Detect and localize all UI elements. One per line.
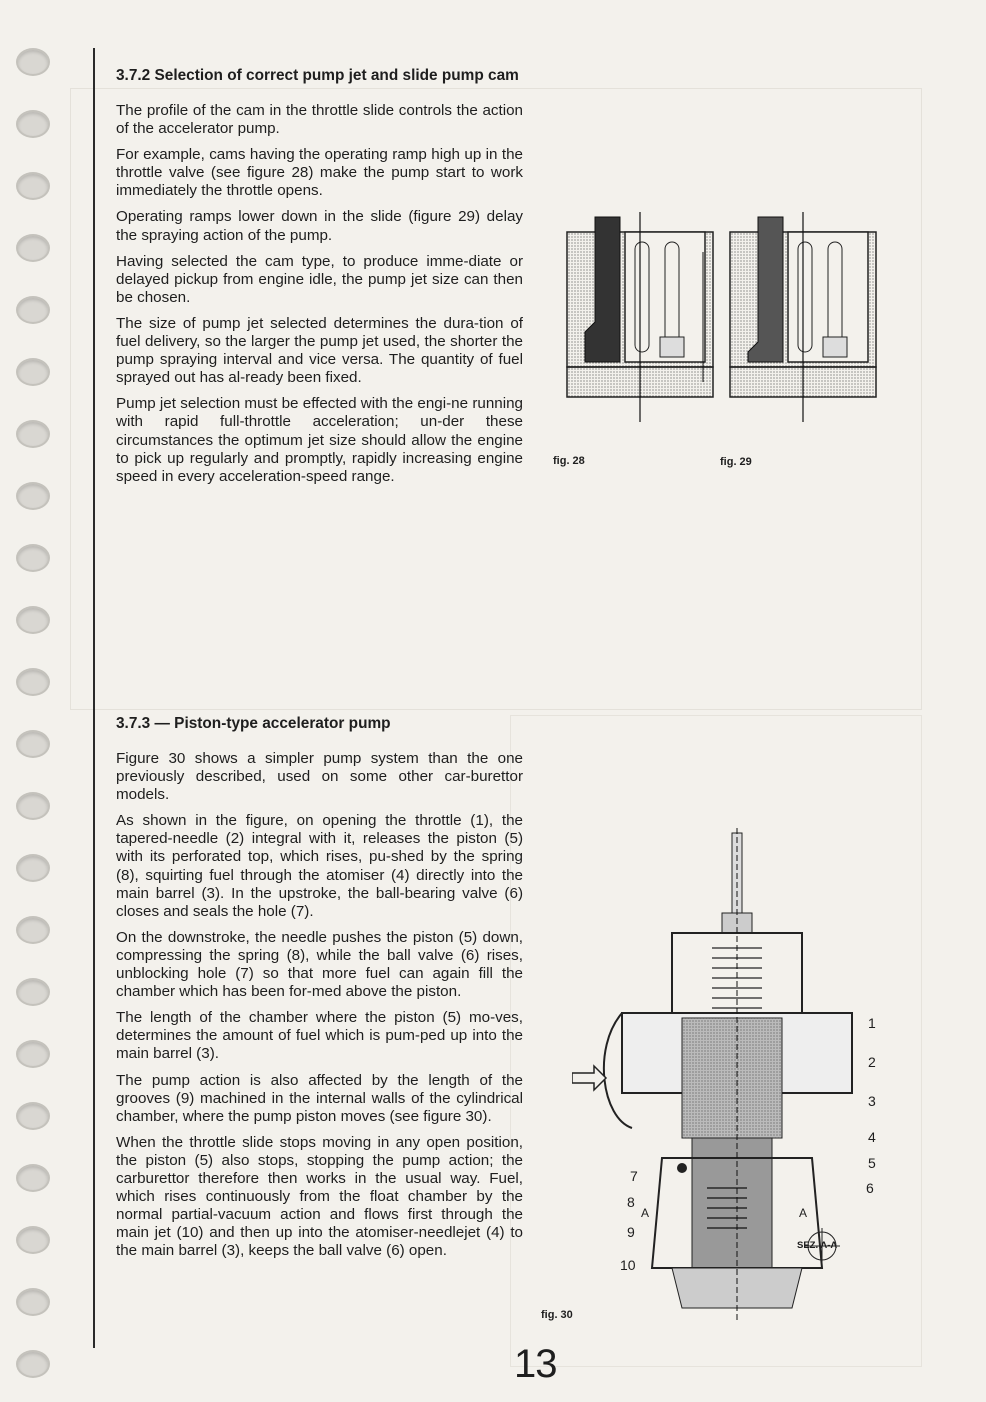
section-heading: 3.7.3 — Piston-type accelerator pump <box>116 715 391 732</box>
binding-hole <box>16 544 50 572</box>
callout-9: 9 <box>627 1224 635 1240</box>
binding-hole <box>16 110 50 138</box>
binding-hole <box>16 234 50 262</box>
binding-hole <box>16 1226 50 1254</box>
binding-hole <box>16 482 50 510</box>
binding-hole <box>16 1040 50 1068</box>
callout-2: 2 <box>868 1054 876 1070</box>
section-label: SEZ. A-A <box>797 1240 838 1251</box>
binding-hole <box>16 172 50 200</box>
binding-hole <box>16 854 50 882</box>
binding-hole <box>16 1350 50 1378</box>
binding-hole <box>16 978 50 1006</box>
callout-3: 3 <box>868 1093 876 1109</box>
paragraph: Figure 30 shows a simpler pump system than the one previously described, used on some other car-burettor models. <box>116 750 523 804</box>
binding-hole <box>16 296 50 324</box>
paragraph: Pump jet selection must be effected with the engi-ne running with rapid full-throttle acceleration; un-der these circumstances the optimum jet size should allow the engine to pick up regularly and promptly, rapidly increasing engine speed in every acceleration-speed range. <box>116 395 523 485</box>
binding-hole <box>16 1288 50 1316</box>
callout-10: 10 <box>620 1257 636 1273</box>
binding-hole <box>16 792 50 820</box>
binding-hole <box>16 48 50 76</box>
paragraph: The pump action is also affected by the length of the grooves (9) machined in the internal walls of the cylindrical chamber, where the pump piston moves (see figure 30). <box>116 1071 523 1125</box>
figure-caption: fig. 28 <box>553 455 585 467</box>
paragraph: On the downstroke, the needle pushes the piston (5) down, compressing the spring (8), while the ball valve (6) rises, unblocking hole (7) so that more fuel can again fill the chamber which has been for-med above the piston. <box>116 928 523 1001</box>
callout-7: 7 <box>630 1168 638 1184</box>
callout-6: 6 <box>866 1180 874 1196</box>
section-marker: A <box>641 1206 650 1220</box>
binding-hole <box>16 358 50 386</box>
section-marker: A <box>799 1206 808 1220</box>
figure-caption: fig. 29 <box>720 456 752 468</box>
paragraph: The length of the chamber where the piston (5) mo-ves, determines the amount of fuel which is pum-ped up into the main barrel (3). <box>116 1009 523 1063</box>
paragraph: The size of pump jet selected determines the dura-tion of fuel delivery, so the larger the pump jet used, the shorter the pump spraying interval and vice versa. The quantity of fuel sprayed out has al-ready been fixed. <box>116 314 523 387</box>
paragraph: The profile of the cam in the throttle slide controls the action of the accelerator pump. <box>116 102 523 138</box>
binding-holes <box>16 40 50 1400</box>
figure-30-piston-pump-carburettor <box>572 828 862 1328</box>
binding-hole <box>16 420 50 448</box>
binding-hole <box>16 1164 50 1192</box>
paragraph: Having selected the cam type, to produce imme-diate or delayed pickup from engine idle, the pump jet size can then be chosen. <box>116 252 523 306</box>
figure-28-slide-ramp-high <box>565 212 715 422</box>
paragraph: As shown in the figure, on opening the throttle (1), the tapered-needle (2) integral with it, releases the piston (5) with its perforated top, which rises, pu-shed by the spring (8), squirting fuel through the atomiser (4) directly into the main barrel (3). In the upstroke, the ball-bearing valve (6) closes and seals the hole (7). <box>116 812 523 920</box>
callout-1: 1 <box>868 1015 876 1031</box>
paragraph: For example, cams having the operating ramp high up in the throttle valve (see figure 28) make the pump start to work immediately the throttle opens. <box>116 146 523 200</box>
margin-rule <box>93 48 95 1348</box>
binding-hole <box>16 668 50 696</box>
paragraph: When the throttle slide stops moving in any open position, the piston (5) also stops, stopping the pump action; the carburettor therefore then works in the usual way. Fuel, which rises continuously from the float chamber by the normal partial-vacuum action and flows first through the main jet (10) and then up into the atomiser-needlejet (4) to the main barrel (3), keeps the ball valve (6) open. <box>116 1133 523 1260</box>
paragraph: Operating ramps lower down in the slide (figure 29) delay the spraying action of the pump. <box>116 208 523 244</box>
callout-4: 4 <box>868 1129 876 1145</box>
binding-hole <box>16 730 50 758</box>
section-heading <box>116 66 523 85</box>
callout-8: 8 <box>627 1194 635 1210</box>
heading-text: 3.7.2 Selection of correct pump jet and slide pump cam <box>116 67 519 84</box>
figure-caption: fig. 30 <box>541 1309 573 1321</box>
callout-5: 5 <box>868 1155 876 1171</box>
binding-hole <box>16 606 50 634</box>
section-3-7-2 <box>116 66 523 494</box>
section-3-7-3 <box>116 714 523 1268</box>
page-number: 13 <box>514 1342 557 1386</box>
binding-hole <box>16 1102 50 1130</box>
figure-29-slide-ramp-low <box>728 212 878 422</box>
binding-hole <box>16 916 50 944</box>
